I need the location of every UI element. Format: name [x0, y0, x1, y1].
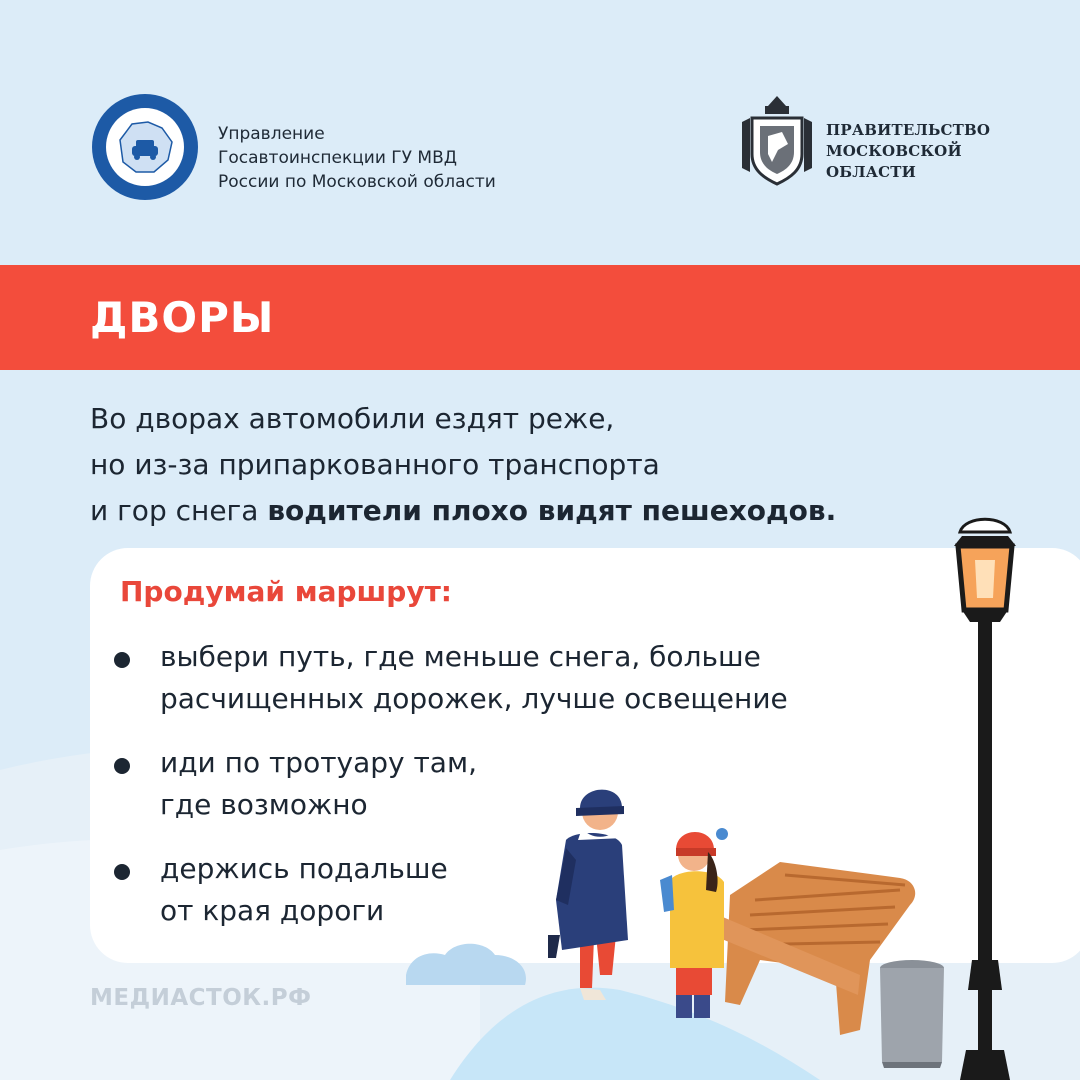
intro-line: Во дворах автомобили ездят реже, [90, 402, 615, 435]
list-item-line: держись подальше [160, 852, 448, 885]
intro-line: но из-за припаркованного транспорта [90, 448, 660, 481]
street-lamp-icon [954, 519, 1016, 1080]
page-title: ДВОРЫ [90, 293, 275, 342]
adult-pedestrian-icon [548, 790, 628, 1000]
right-org-line: ОБЛАСТИ [826, 163, 917, 181]
child-pedestrian-icon [660, 828, 728, 1018]
snow-drift-icon [406, 944, 526, 985]
list-item-line: где возможно [160, 788, 368, 821]
tips-card-title: Продумай маршрут: [120, 575, 453, 608]
left-org-line: России по Московской области [218, 172, 496, 192]
intro-line-bold: водители плохо видят пешеходов. [267, 494, 837, 527]
left-org-line: Госавтоинспекции ГУ МВД [218, 148, 458, 168]
intro-line-plain: и гор снега [90, 494, 268, 527]
list-item-line: расчищенных дорожек, лучше освещение [160, 682, 788, 715]
left-org-line: Управление [218, 124, 325, 144]
right-org-line: МОСКОВСКОЙ [826, 142, 962, 160]
list-item-line: от края дороги [160, 894, 385, 927]
watermark: МЕДИАСТОК.РФ [90, 985, 312, 1011]
list-item-line: иди по тротуару там, [160, 746, 477, 779]
list-item-line: выбери путь, где меньше снега, больше [160, 640, 761, 673]
trash-bin-icon [880, 960, 944, 1068]
right-org-line: ПРАВИТЕЛЬСТВО [826, 121, 991, 139]
